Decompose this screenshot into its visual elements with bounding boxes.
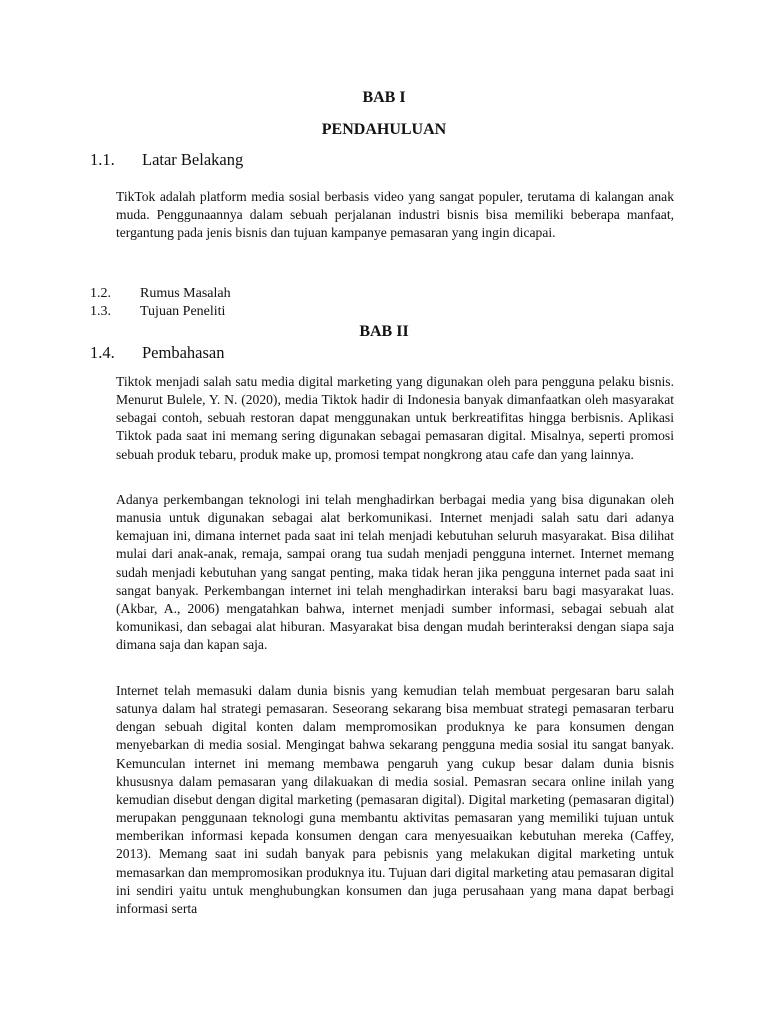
- section-1-4-heading: [90, 343, 224, 363]
- section-1-2-title: Rumus Masalah: [140, 286, 231, 301]
- chapter-2-label: BAB II: [359, 323, 409, 340]
- section-1-2-heading: [90, 285, 231, 302]
- chapter-1-label: BAB I: [362, 89, 406, 106]
- pembahasan-paragraph-3: Internet telah memasuki dalam dunia bisnis yang kemudian telah membuat pergesaran baru salah satunya dalam hal strategi pemasaran. Seseorang sekarang bisa membuat strategi pemasaran terbaru dengan sebuah digital konten dalam mempromosikan produknya ke para konsumen dengan menyebarkan di media sosial. Mengingat bahwa sekarang pengguna media sosial itu sangat banyak. Kemunculan internet ini memang membawa pengaruh yang cukup besar dalam dunia bisnis khususnya dalam pemasaran yang dilakuakan di media sosial. Pemasran secara online inilah yang kemudian disebut dengan digital marketing (pemasaran digital). Digital marketing (pemasaran digital) merupakan penggunaan teknologi guna membantu aktivitas pemasaran yang memiliki tujuan untuk memberikan informasi kepada konsumen dengan cara menyesuaikan kebutuhan mereka (Caffey, 2013). Memang saat ini sudah banyak para pebisnis yang melakukan digital marketing untuk memasarkan dan mempromosikan produknya itu. Tujuan dari digital marketing atau pemasaran digital ini sendiri yaitu untuk menghubungkan konsumen dan juga perusahaan yang mana dapat berbagi informasi serta: [116, 683, 674, 916]
- section-1-1-number: 1.1.: [90, 150, 115, 169]
- section-1-3-title: Tujuan Peneliti: [140, 304, 226, 319]
- chapter-1-title: PENDAHULUAN: [321, 121, 447, 138]
- section-1-3-heading: [90, 303, 225, 320]
- section-1-1-paragraph: TikTok adalah platform media sosial berbasis video yang sangat populer, terutama di kalangan anak muda. Penggunaannya dalam sebuah perjalanan industri bisnis bisa memiliki beberapa manfaat, tergantung pada jenis bisnis dan tujuan kampanye pemasaran yang ingin dicapai.: [116, 189, 674, 241]
- section-1-4-title: Pembahasan: [142, 343, 225, 362]
- section-1-1-title: Latar Belakang: [142, 150, 244, 169]
- section-1-3-number: 1.3.: [90, 304, 111, 319]
- pembahasan-paragraph-2: Adanya perkembangan teknologi ini telah menghadirkan berbagai media yang bisa digunakan oleh manusia untuk digunakan sebagai alat berkomunikasi. Internet menjadi salah satu dari adanya kemajuan ini, dimana internet pada saat ini telah menjadi kebutuhan seluruh masyarakat. Bisa dilihat mulai dari anak-anak, remaja, sampai orang tua sudah menjadi pengguna internet. Internet memang sudah menjadi kebutuhan yang sangat penting, maka tidak heran jika pengguna internet pada saat ini sangat banyak. Perkembangan internet ini telah menghadirkan interaksi baru bagi masyarakat luas. (Akbar, A., 2006) mengatahkan bahwa, internet menjadi sumber informasi, sebagai sebuah alat komunikasi, dan sebagai alat hiburan. Masyarakat bisa dengan mudah berinteraksi dengan siapa saja dimana saja dan kapan saja.: [116, 492, 674, 653]
- section-1-4-number: 1.4.: [90, 343, 115, 362]
- section-1-2-number: 1.2.: [90, 286, 111, 301]
- section-1-1-heading: [90, 150, 243, 170]
- pembahasan-paragraph-1: Tiktok menjadi salah satu media digital marketing yang digunakan oleh para pengguna pelaku bisnis. Menurut Bulele, Y. N. (2020), media Tiktok hadir di Indonesia banyak dimanfaatkan oleh masyarakat sebagai contoh, sebuah restoran dapat menggunakan untuk berkreatifitas hingga berbisnis. Aplikasi Tiktok pada saat ini memang sering digunakan sebagai pemasaran digital. Misalnya, seperti promosi sebuah produk tebaru, produk make up, promosi tempat nongkrong atau cafe dan yang lainnya.: [116, 374, 674, 462]
